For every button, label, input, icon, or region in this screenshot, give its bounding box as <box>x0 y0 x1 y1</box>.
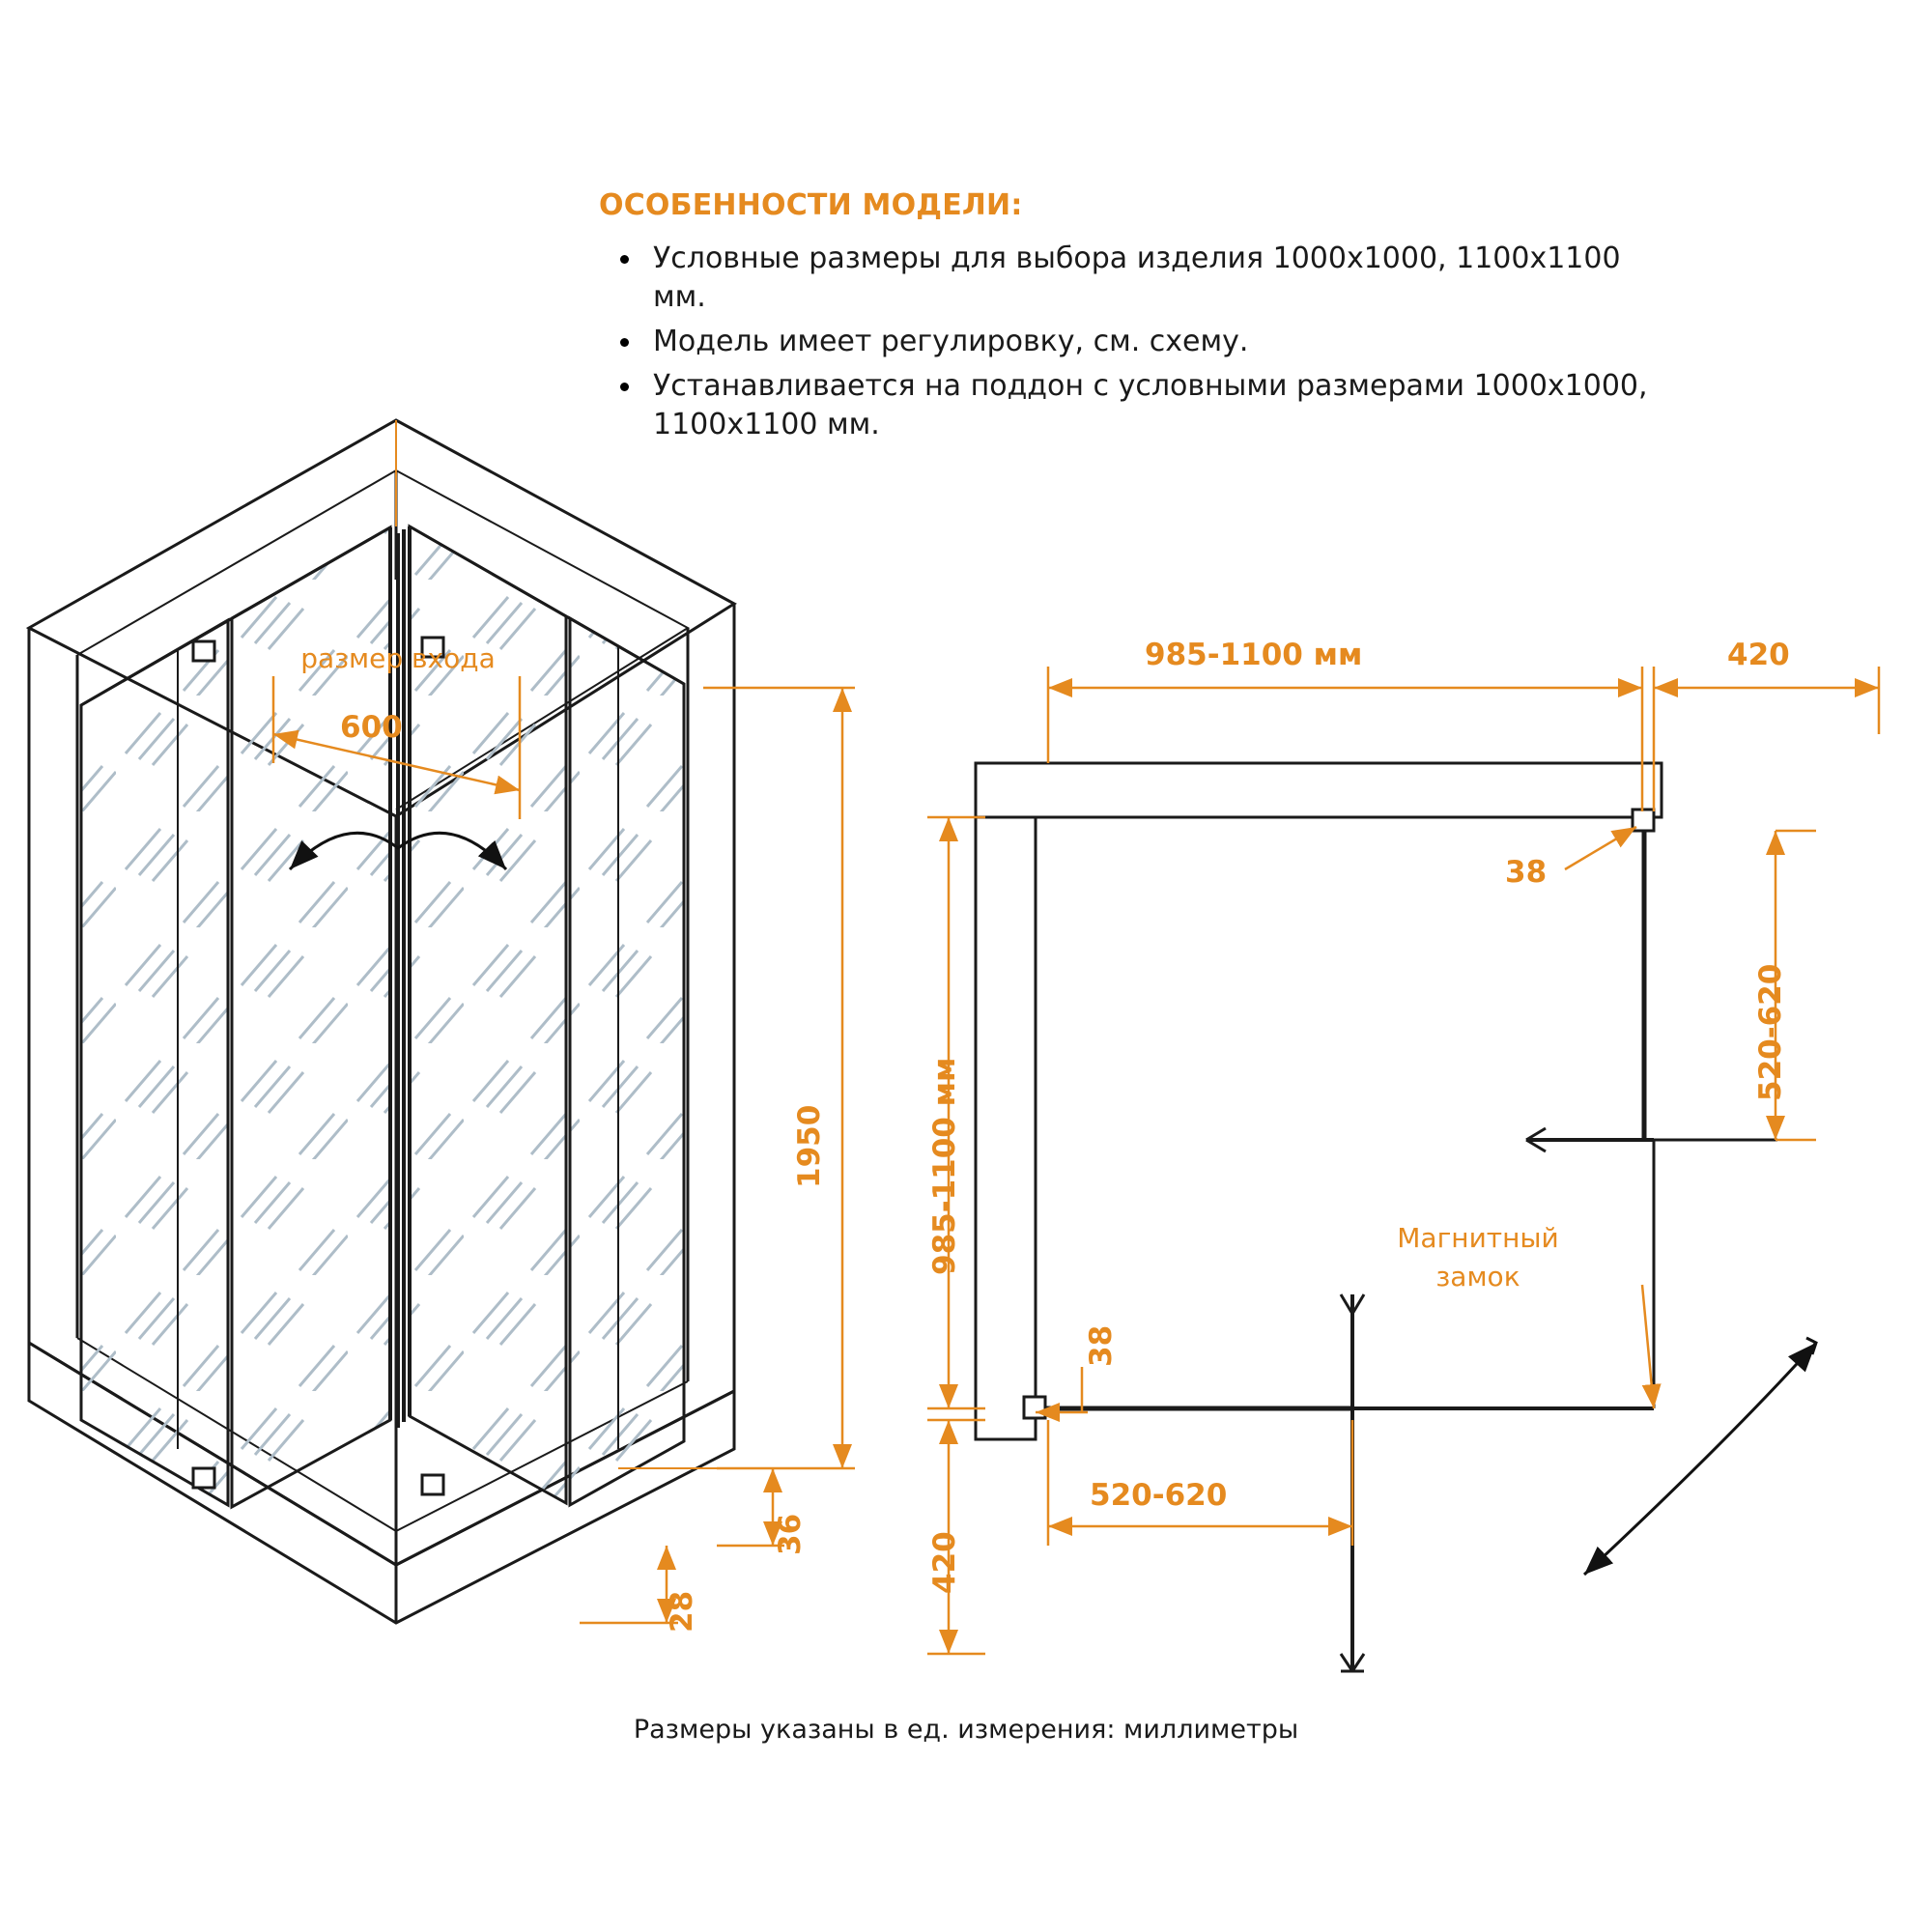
features-title: ОСОБЕННОСТИ МОДЕЛИ: <box>599 188 1023 222</box>
feature-item: Условные размеры для выбора изделия 1000x1000, 1100x1100 мм. <box>653 240 1681 317</box>
entrance-caption: размер входа <box>300 642 496 674</box>
feature-item: Модель имеет регулировку, см. схему. <box>653 323 1681 361</box>
iso-base-value: 28 <box>665 1590 699 1633</box>
magnetic-lock-label-line1: Магнитный <box>1397 1222 1559 1254</box>
plan-left-bottom-label: 420 <box>927 1531 962 1594</box>
footnote: Размеры указаны в ед. измерения: миллиметры <box>633 1715 1299 1745</box>
plan-profile-top-label: 38 <box>1505 855 1548 890</box>
plan-bottom-width-label: 520-620 <box>1090 1478 1228 1513</box>
plan-top-right-label: 420 <box>1727 638 1790 672</box>
magnetic-lock-label-line2: замок <box>1435 1261 1520 1293</box>
plan-profile-bottom-label: 38 <box>1084 1324 1119 1367</box>
feature-item: Устанавливается на поддон с условными размерами 1000x1000, 1100x1100 мм. <box>653 367 1681 444</box>
plan-right-height-label: 520-620 <box>1753 963 1788 1101</box>
plan-view <box>976 763 1816 1671</box>
entrance-value: 600 <box>340 710 403 745</box>
iso-height-value: 1950 <box>792 1104 827 1188</box>
iso-sill-value: 36 <box>773 1513 808 1555</box>
plan-top-width-label: 985-1100 мм <box>1145 638 1363 672</box>
isometric-shower-cabin <box>29 420 734 1623</box>
plan-left-height-label: 985-1100 мм <box>927 1057 962 1275</box>
